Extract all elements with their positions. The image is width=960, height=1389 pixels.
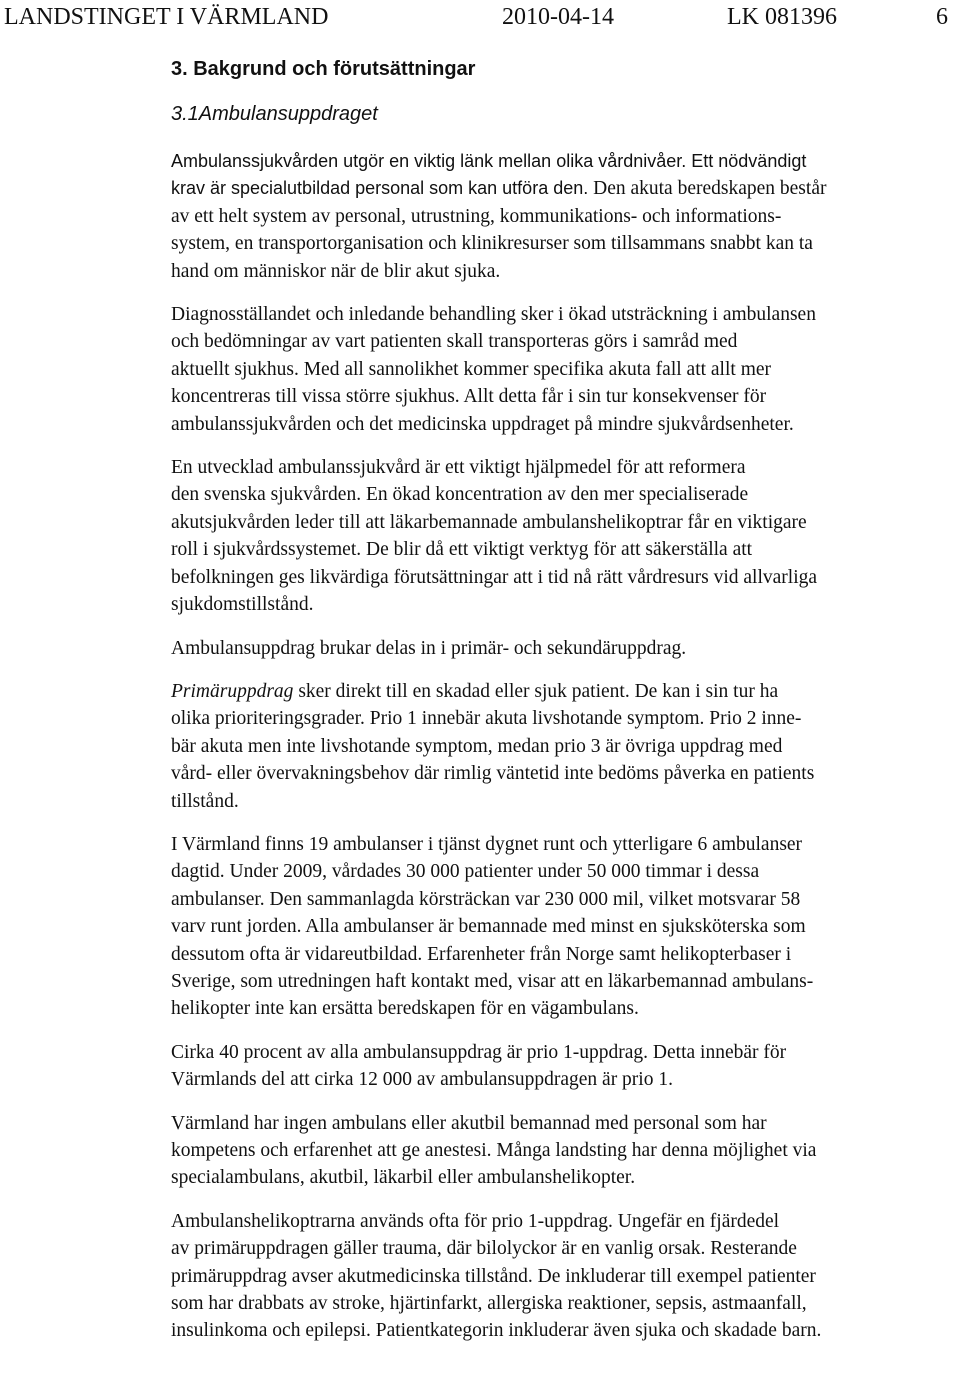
paragraph-line: hand om människor när de blir akut sjuka. xyxy=(171,260,501,282)
page-header xyxy=(4,2,954,32)
paragraph-line: olika prioriteringsgrader. Prio 1 innebär akuta livshotande symptom. Prio 2 inne- xyxy=(171,708,802,730)
paragraph-line: Cirka 40 procent av alla ambulansuppdrag är prio 1-uppdrag. Detta innebär för xyxy=(171,1041,787,1063)
paragraph-line: Värmland har ingen ambulans eller akutbil bemannad med personal som har xyxy=(171,1112,767,1134)
paragraph xyxy=(171,1208,960,1345)
paragraph-line: varv runt jorden. Alla ambulanser är bemannade med minst en sjuksköterska som xyxy=(171,916,806,938)
paragraph xyxy=(171,635,960,662)
paragraph-line: bär akuta men inte livshotande symptom, medan prio 3 är övriga uppdrag med xyxy=(171,735,783,757)
paragraph-line: En utvecklad ambulanssjukvård är ett viktigt hjälpmedel för att reformera xyxy=(171,457,746,479)
paragraph-line: ambulanssjukvården och det medicinska uppdraget på mindre sjukvårdsenheter. xyxy=(171,413,794,435)
paragraph-line: I Värmland finns 19 ambulanser i tjänst dygnet runt och ytterligare 6 ambulanser xyxy=(171,833,803,855)
paragraph-line: ambulanser. Den sammanlagda körsträckan var 230 000 mil, vilket motsvarar 58 xyxy=(171,888,801,910)
paragraph-line: specialambulans, akutbil, läkarbil eller ambulanshelikopter. xyxy=(171,1167,636,1189)
paragraph xyxy=(171,454,960,618)
paragraph-line-segment: krav är specialutbildad personal som kan utföra den. xyxy=(171,178,589,199)
italic-term: Primäruppdrag xyxy=(171,680,294,702)
paragraph-line: Ambulansuppdrag brukar delas in i primär- och sekundäruppdrag. xyxy=(171,637,687,659)
paragraph xyxy=(171,301,960,438)
paragraph-line: Sverige, som utredningen haft kontakt med, visar att en läkarbemannad ambulans- xyxy=(171,970,814,992)
paragraph-line: helikopter inte kan ersätta beredskapen för en vägambulans. xyxy=(171,998,639,1020)
paragraph-line: primäruppdrag avser akutmedicinska tillstånd. De inkluderar till exempel patienter xyxy=(171,1265,816,1287)
paragraph-line: av primäruppdragen gäller trauma, där bilolyckor är en vanlig orsak. Resterande xyxy=(171,1238,797,1260)
paragraph-line: vård- eller övervakningsbehov där rimlig väntetid inte bedöms påverka en patients xyxy=(171,763,815,785)
paragraph-line: kompetens och erfarenhet att ge anestesi. Många landsting har denna möjlighet via xyxy=(171,1140,817,1161)
header-page-number: 6 xyxy=(936,4,948,30)
paragraph-line: som har drabbats av stroke, hjärtinfarkt, allergiska reaktioner, sepsis, astmaanfall, xyxy=(171,1293,807,1315)
paragraph-line xyxy=(171,678,960,705)
header-reference: LK 081396 xyxy=(727,4,837,30)
paragraph-line: system, en transportorganisation och klinikresurser som tillsammans snabbt kan ta xyxy=(171,233,813,255)
paragraph xyxy=(171,1039,960,1094)
paragraph-line: dagtid. Under 2009, vårdades 30 000 patienter under 50 000 timmar i dessa xyxy=(171,861,760,883)
paragraph-line: Diagnosställandet och inledande behandling sker i ökad utsträckning i ambulansen xyxy=(171,304,816,326)
header-date: 2010-04-14 xyxy=(502,4,614,30)
paragraph-line: roll i sjukvårdssystemet. De blir då ett viktigt verktyg för att säkerställa att xyxy=(171,539,753,561)
paragraph-line: dessutom ofta är vidareutbildad. Erfarenheter från Norge samt helikopterbaser i xyxy=(171,943,792,965)
paragraph-line xyxy=(171,175,960,202)
paragraph-line-segment: sker direkt till en skadad eller sjuk patient. De kan i sin tur ha xyxy=(293,680,779,702)
paragraph-line: insulinkoma och epilepsi. Patientkategorin inkluderar även sjuka och skadade barn. xyxy=(171,1320,822,1342)
paragraph-line: och bedömningar av vart patienten skall transporteras görs i samråd med xyxy=(171,331,738,353)
paragraph xyxy=(171,831,960,1023)
paragraph-line: av ett helt system av personal, utrustning, kommunikations- och informations- xyxy=(171,205,782,227)
paragraph-line: sjukdomstillstånd. xyxy=(171,594,314,616)
paragraph-line: tillstånd. xyxy=(171,790,239,812)
paragraph-line: koncentreras till vissa större sjukhus. Allt detta får i sin tur konsekvenser för xyxy=(171,386,767,408)
paragraph-line: den svenska sjukvården. En ökad koncentration av den mer specialiserade xyxy=(171,484,749,506)
body-text xyxy=(171,148,960,1361)
paragraph-line: Värmlands del att cirka 12 000 av ambulansuppdragen är prio 1. xyxy=(171,1069,673,1091)
paragraph-line: Ambulanssjukvården utgör en viktig länk mellan olika vårdnivåer. Ett nödvändigt xyxy=(171,151,807,171)
paragraph xyxy=(171,1110,960,1192)
paragraph-line: Ambulanshelikoptrarna används ofta för prio 1-uppdrag. Ungefär en fjärdedel xyxy=(171,1210,780,1232)
paragraph-line-segment: Den akuta beredskapen består xyxy=(593,178,827,200)
paragraph-line: akutsjukvården leder till att läkarbemannade ambulanshelikoptrar får en viktigare xyxy=(171,511,807,533)
section-heading: 3. Bakgrund och förutsättningar xyxy=(171,58,476,80)
paragraph-line: aktuellt sjukhus. Med all sannolikhet kommer specifika akuta fall att allt mer xyxy=(171,358,772,380)
paragraph-line: befolkningen ges likvärdiga förutsättningar att i tid nå rätt vårdresurs vid allvarliga xyxy=(171,566,818,588)
paragraph xyxy=(171,678,960,815)
paragraph xyxy=(171,148,960,285)
header-organization: LANDSTINGET I VÄRMLAND xyxy=(4,4,329,30)
subsection-heading: 3.1Ambulansuppdraget xyxy=(171,103,378,125)
